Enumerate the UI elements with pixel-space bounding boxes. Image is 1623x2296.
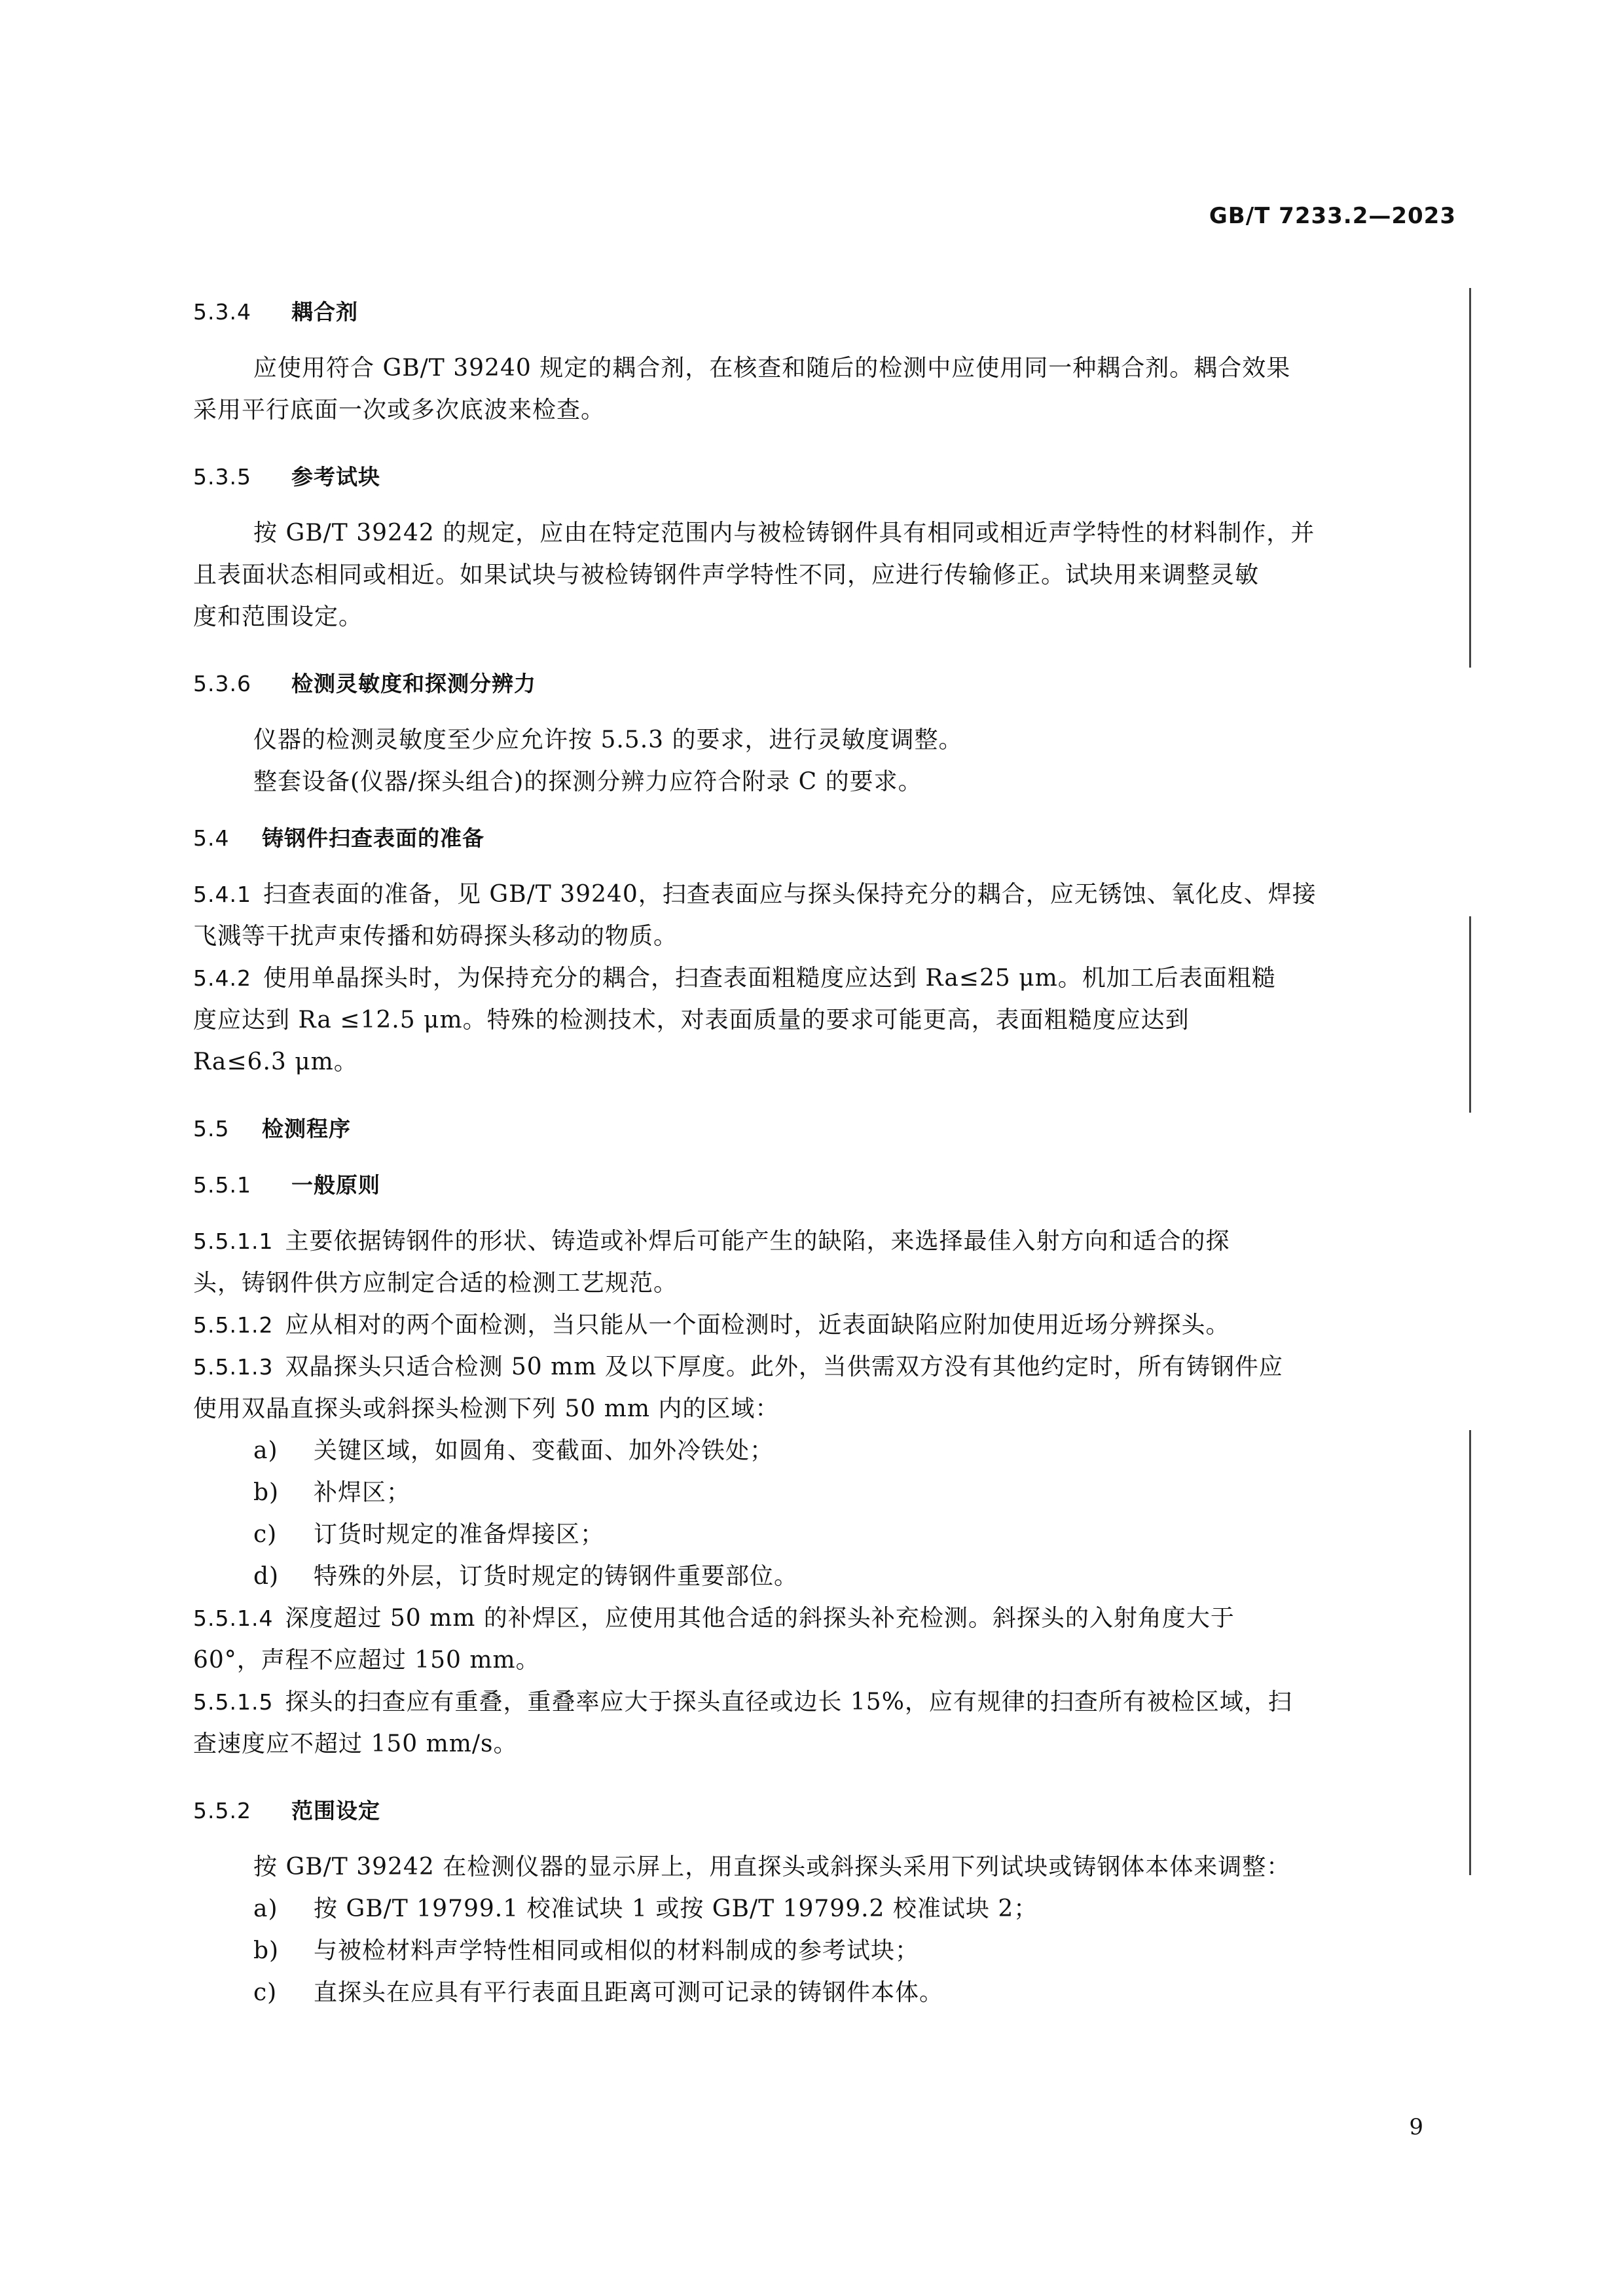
list-item: b) 与被检材料声学特性相同或相似的材料制成的参考试块； bbox=[253, 1937, 920, 1964]
list-item: c) 订货时规定的准备焊接区； bbox=[253, 1521, 605, 1548]
clause-line: 查速度应不超过 150 mm/s。 bbox=[193, 1731, 518, 1757]
section-heading-5-3-4: 5.3.4 耦合剂 bbox=[193, 299, 358, 325]
paragraph-line: 仪器的检测灵敏度至少应允许按 5.5.3 的要求，进行灵敏度调整。 bbox=[253, 726, 963, 753]
paragraph-line: 度和范围设定。 bbox=[193, 603, 363, 630]
list-item: b) 补焊区； bbox=[253, 1479, 411, 1506]
list-item: a) 按 GB/T 19799.1 校准试块 1 或按 GB/T 19799.2 校准试块 2； bbox=[253, 1895, 1038, 1922]
paragraph-line: 应使用符合 GB/T 39240 规定的耦合剂，在核查和随后的检测中应使用同一种耦合剂。耦合效果 bbox=[253, 355, 1291, 382]
list-item: c) 直探头在应具有平行表面且距离可测可记录的铸钢件本体。 bbox=[253, 1979, 944, 2006]
list-item: a) 关键区域，如圆角、变截面、加外冷铁处； bbox=[253, 1437, 775, 1464]
paragraph-line: 按 GB/T 39242 在检测仪器的显示屏上，用直探头或斜探头采用下列试块或铸钢体本体来调整： bbox=[253, 1854, 1291, 1880]
paragraph-line: 按 GB/T 39242 的规定，应由在特定范围内与被检铸钢件具有相同或相近声学特性的材料制作，并 bbox=[253, 520, 1315, 547]
section-heading-5-3-5: 5.3.5 参考试块 bbox=[193, 464, 380, 490]
clause-line: 5.5.1.3 双晶探头只适合检测 50 mm 及以下厚度。此外，当供需双方没有其他约定时，所有铸钢件应 bbox=[193, 1354, 1283, 1380]
clause-line: 5.4.2 使用单晶探头时，为保持充分的耦合，扫查表面粗糙度应达到 Ra≤25 μm。机加工后表面粗糙 bbox=[193, 965, 1276, 992]
change-bar bbox=[1469, 288, 1471, 668]
standard-code-header: GB/T 7233.2—2023 bbox=[1209, 203, 1456, 229]
document-body bbox=[193, 291, 1467, 2014]
clause-line: 使用双晶直探头或斜探头检测下列 50 mm 内的区域： bbox=[193, 1395, 780, 1422]
section-heading-5-5: 5.5 检测程序 bbox=[193, 1116, 351, 1141]
clause-line: 度应达到 Ra ≤12.5 μm。特殊的检测技术，对表面质量的要求可能更高，表面粗糙度应达到 bbox=[193, 1007, 1190, 1033]
clause-line: 5.5.1.5 探头的扫查应有重叠，重叠率应大于探头直径或边长 15%，应有规律的扫查所有被检区域，扫 bbox=[193, 1689, 1292, 1715]
clause-line: 5.5.1.4 深度超过 50 mm 的补焊区，应使用其他合适的斜探头补充检测。斜探头的入射角度大于 bbox=[193, 1605, 1235, 1632]
change-bar bbox=[1469, 916, 1471, 1113]
change-bar bbox=[1469, 1430, 1471, 1875]
list-item: d) 特殊的外层，订货时规定的铸钢件重要部位。 bbox=[253, 1563, 799, 1590]
clause-line: Ra≤6.3 μm。 bbox=[193, 1049, 358, 1075]
clause-line: 5.4.1 扫查表面的准备，见 GB/T 39240，扫查表面应与探头保持充分的耦合，应无锈蚀、氧化皮、焊接 bbox=[193, 881, 1317, 908]
clause-line: 头，铸钢件供方应制定合适的检测工艺规范。 bbox=[193, 1270, 678, 1297]
clause-line: 5.5.1.2 应从相对的两个面检测，当只能从一个面检测时，近表面缺陷应附加使用近场分辨探头。 bbox=[193, 1312, 1230, 1338]
section-heading-5-5-2: 5.5.2 范围设定 bbox=[193, 1798, 380, 1823]
section-heading-5-4: 5.4 铸钢件扫查表面的准备 bbox=[193, 825, 484, 851]
clause-line: 5.5.1.1 主要依据铸钢件的形状、铸造或补焊后可能产生的缺陷，来选择最佳入射方向和适合的探 bbox=[193, 1228, 1230, 1255]
paragraph-line: 且表面状态相同或相近。如果试块与被检铸钢件声学特性不同，应进行传输修正。试块用来调整灵敏 bbox=[193, 562, 1260, 588]
paragraph-line: 整套设备(仪器/探头组合)的探测分辨力应符合附录 C 的要求。 bbox=[253, 768, 922, 795]
clause-line: 60°，声程不应超过 150 mm。 bbox=[193, 1647, 540, 1674]
section-heading-5-3-6: 5.3.6 检测灵敏度和探测分辨力 bbox=[193, 671, 536, 696]
section-heading-5-5-1: 5.5.1 一般原则 bbox=[193, 1172, 380, 1198]
clause-line: 飞溅等干扰声束传播和妨碍探头移动的物质。 bbox=[193, 923, 678, 950]
paragraph-line: 采用平行底面一次或多次底波来检查。 bbox=[193, 397, 606, 423]
page-number: 9 bbox=[1409, 2114, 1423, 2140]
